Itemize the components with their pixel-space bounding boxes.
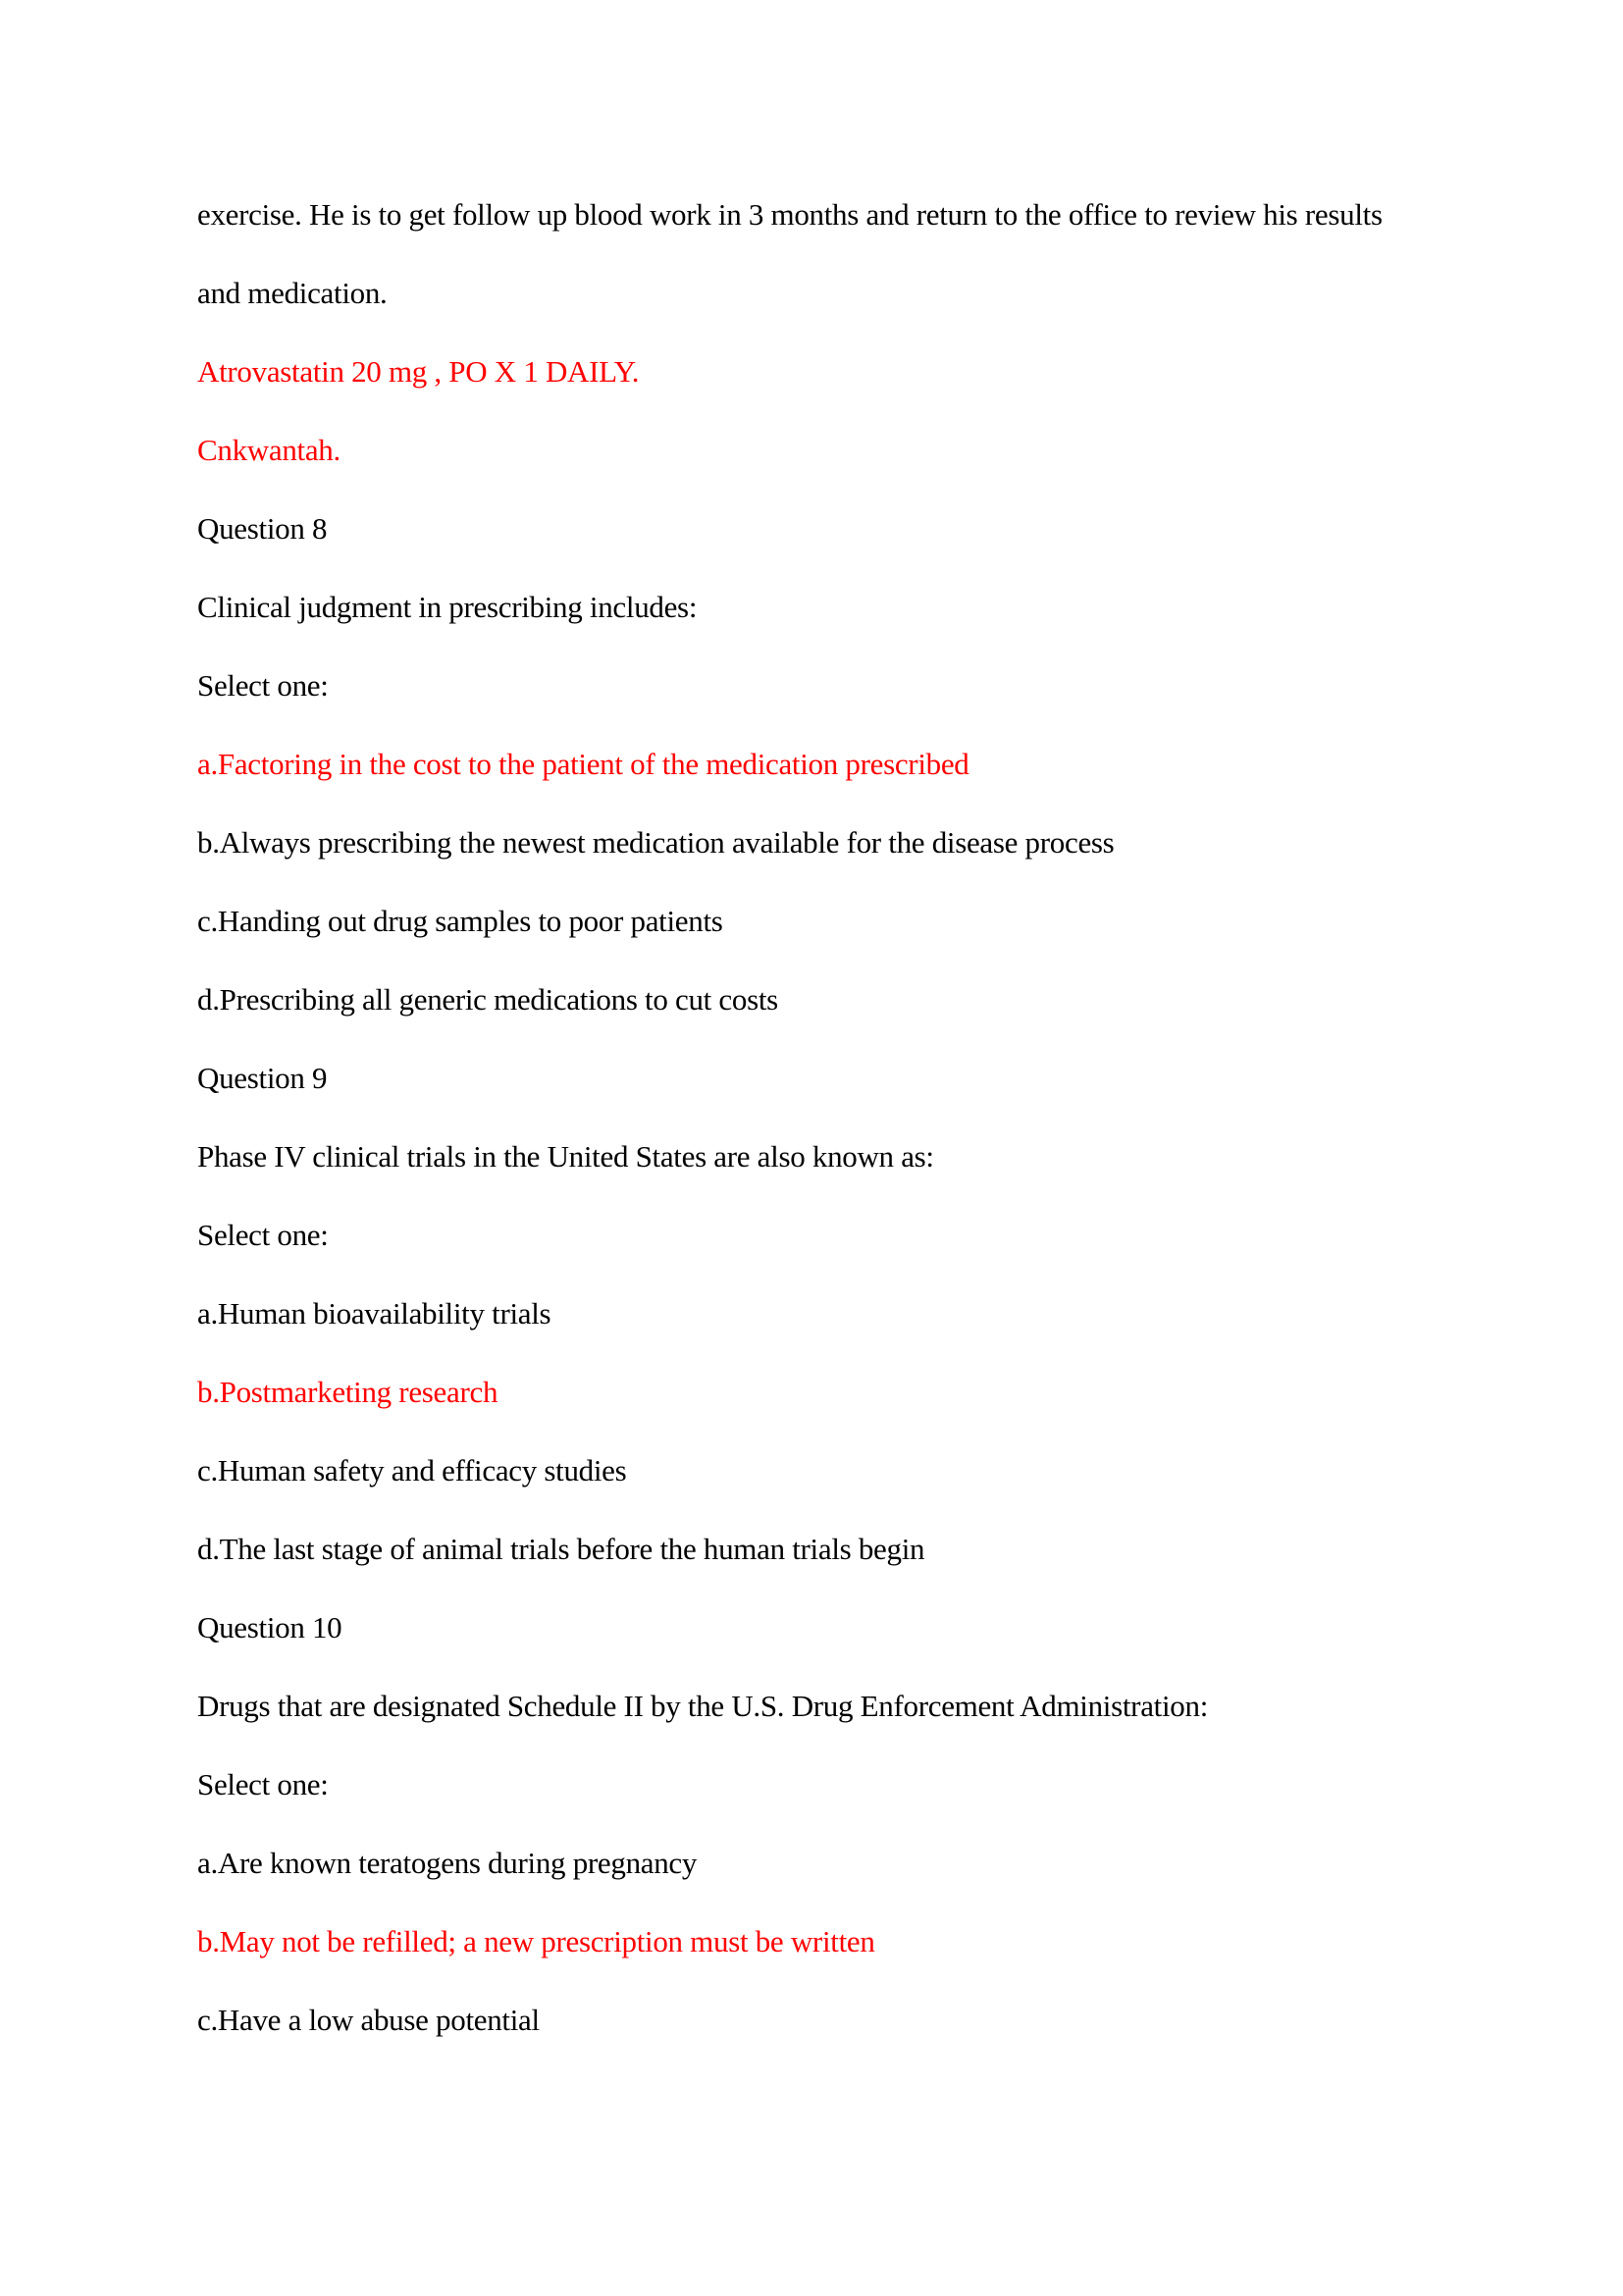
answer-option: c.Have a low abuse potential (197, 2003, 540, 2037)
signature-line: Cnkwantah. (197, 433, 340, 467)
answer-option: b.Postmarketing research (197, 1375, 498, 1409)
answer-option: d.The last stage of animal trials before the human trials begin (197, 1532, 925, 1566)
question-heading: Question 8 (197, 511, 328, 546)
answer-option: a.Factoring in the cost to the patient of the medication prescribed (197, 747, 969, 781)
question-heading: Question 10 (197, 1610, 342, 1644)
select-one-label: Select one: (197, 1767, 329, 1801)
select-one-label: Select one: (197, 668, 329, 703)
answer-option: d.Prescribing all generic medications to cut costs (197, 982, 778, 1017)
question-prompt: Clinical judgment in prescribing includes: (197, 590, 698, 624)
answer-option: c.Handing out drug samples to poor patients (197, 904, 723, 938)
question-heading: Question 9 (197, 1061, 328, 1095)
answer-option: a.Human bioavailability trials (197, 1296, 551, 1331)
question-prompt: Drugs that are designated Schedule II by the U.S. Drug Enforcement Administration: (197, 1689, 1209, 1723)
answer-option: a.Are known teratogens during pregnancy (197, 1846, 698, 1880)
prescription-line: Atrovastatin 20 mg , PO X 1 DAILY. (197, 354, 640, 389)
answer-option: b.Always prescribing the newest medication available for the disease process (197, 825, 1115, 860)
select-one-label: Select one: (197, 1218, 329, 1252)
text-line: and medication. (197, 276, 388, 310)
question-prompt: Phase IV clinical trials in the United States are also known as: (197, 1139, 934, 1174)
text-line: exercise. He is to get follow up blood work in 3 months and return to the office to review his results (197, 197, 1383, 232)
answer-option: c.Human safety and efficacy studies (197, 1453, 627, 1487)
answer-option: b.May not be refilled; a new prescription must be written (197, 1924, 875, 1958)
